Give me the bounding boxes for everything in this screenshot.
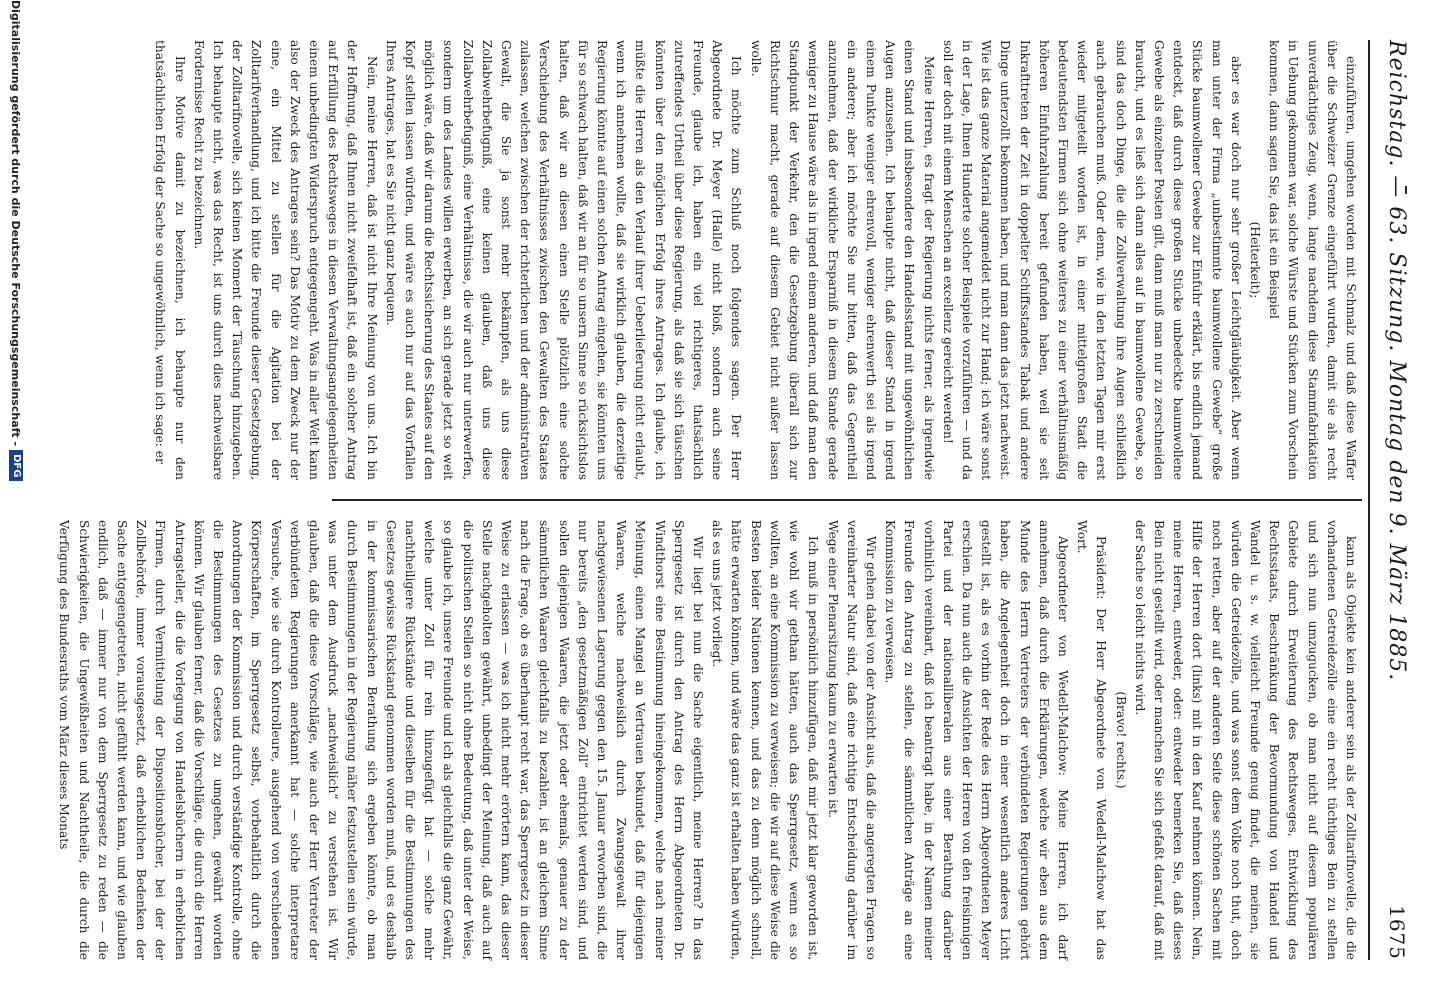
paragraph: Wir gehen dabei von der Ansicht aus, daß die angeregten Fragen so vereinbarter Natur sind, daß eine richtige Entscheidung darüber im Wege einer Plenarsitzung kaum zu erwarten ist. — [825, 520, 878, 960]
paragraph: Meine Herren, es fragt der Regierung nichts ferner, als irgendwie einen Stand und insbesondere den Handelsstand mit ungewöhnlichen Augen anzusehen. Ich behaupte nicht, daß dieser Stand in irgend einem Punkte weniger ehrenvoll, weniger ehrenwerth sei als irgend ein anderer; aber ich möchte Sie nur bitten, daß das Gegentheil anzunehmen, daß der wirkliche Ersparniß in diesem Stande gerade weniger zu Hause wäre als in irgend einem anderen, und daß man den Standpunkt der Verkehr, den die Gesetzgebung überall sich zur Richtschnur macht, gerade auf diesem Gebiet nicht außer lassen wolle. — [748, 40, 936, 480]
header-rule — [1368, 40, 1370, 960]
page-header — [1372, 40, 1422, 960]
paragraph: einzuführen, umgehen worden mit Schmalz und daß diese Waffer über die Schweizer Grenze eingeführt wurden, damit sie als recht unverdächtiges Zeug, wenn, lange nachdem diese Stammfabrikation in Uebung gekommen war, solche Würste und Stücken zum Vorschein kommen, dann sagen Sie, das ist ein Beispiel — [1267, 40, 1358, 480]
right-column — [57, 520, 1360, 960]
paragraph: aber es war doch nur sehr großer Leichtgläubigkeit. Aber wenn man unter der Firma „unbestimmte baumwollene Gewebe“ große Stücke baumwollener Gewebe zur Einfuhr erklärt, bis endlich jemand entdeckt, daß durch diese großen Stücke unbedeckte baumwollene Gewebe als einzelner Posten gilt, dann muß man nur zu zerschneiden braucht, und es ließ sich dann alles auf in baumwollene Gewebe, so sind das doch Dinge, die die Zollverwaltung ihre Augen schließlich auch gebrauchen muß. Oder denn, wie in den letzten Tagen mir erst wieder mitgeteilt worden ist, in einer mittelgroßen Stadt die bedeutendsten Firmen sich ohne weiteres zu einer verhältnismäßig höheren Einfuhrzahlung bereit gefunden haben, weil sie seit Inkrafttreten der Zeit in doppelter Schiffsstandes Tabak und andere Dinge unterzollt bekommen haben, und man dann das jetzt nachweist. Wie ist das ganze Material angemeldet nicht zur Hand; ich wäre sonst in der Lage, Ihnen Hunderte solcher Beispiele vorzuführen — und da soll der doch mit einem Menschen an excellenz gereicht werden! — [940, 40, 1243, 480]
column-divider — [332, 499, 1362, 501]
paragraph: Ich muß in persönlich hinzufügen, daß mir jetzt klar geworden ist, wie wohl wir gethan hätten, auch das Sperrgesetz, wenn es so wollten, an eine Kommission zu verweisen; die wir auf diese Weise die Besten beider Nationen kennen, und das zu denn möglich schnell, hätte erwarten können, und wäre das ganz ist erhalten haben würden, als es uns jetzt vorliegt. — [710, 520, 821, 960]
left-column — [153, 40, 1360, 480]
paragraph: Ich möchte zum Schluß noch folgendes sagen. Der Herr Abgeordnete Dr. Meyer (Halle) nicht bloß, sondern auch seine Freunde, glaube ich, haben ein viel richtigeres, thatsächlich zutreffendes Urtheil über diese Regierung, als daß sie sich täuschen könnten über den möglichen Erfolg ihres Antrages. Ich glaube, ich müßte die Herren als den Verlauf ihrer Ueberlieferung nicht erlaubt, wenn ich annehmen wollte, daß sie wirklich glauben, die derzeitige Regierung könnte auf einen solchen Antrag eingehen, sie könnten uns für so schwach halten, daß wir an für so unsern Sinne so rücksichtslos halten, daß wir an diesen einen Stelle plötzlich eine solche Verschiebung des Verhältnisses zwischen den Gewalten des Staates zulassen, welchen zwischen der richterlichen und der administrativen Gewalt, die Sie ja sonst mehr bekämpfen, als uns diese Zollabwehrbefugniß, eine keinen glauben, daß uns diese Zollabwehrbefugniß, eine Verhältnisse, die wir auch nur unterwerfen, sondern um des Landes willen erwerben, an sich gerade jetzt so weit möglich wäre, daß wir darum die Rechtssicherung des Staates auf den Kopf stellen lassen würden, und wäre es auch nur auf das Vorfallen Ihres Antrages, hat es Sie nicht ganz bequem. — [383, 40, 744, 480]
speaker-paragraph: Abgeordneter von Wedell-Malchow: Meine Herren, ich darf annehmen, daß durch die Erklärungen, welche wir eben aus dem Munde des Herrn Vertreters der verbündeten Regierungen gehört haben, die Angelegenheit doch in einer wesentlich anderes Licht gestellt ist, als es vorhin der Rede des Herrn Abgeordneten Meyer erschien. Da nun auch die Ansichten der Herren von den freisinnigen Partei und der nationalliberalen aus einer Berathung darüber vorhinlich vereinbart, daß ich beantragt habe, in der Namen meiner Freunde den Antrag zu stellen, die sämmtlichen Anträge an eine Kommission zu verweisen. — [883, 520, 1070, 960]
paragraph: Ihre Motive damit zu bezeichnen, ich behaupte nur den thatsächlichen Erfolg der Sache so ungewöhnlich, wenn ich sage: er — [153, 40, 187, 480]
interjection: (Bravo! rechts.) — [1113, 691, 1128, 789]
paragraph: Nein, meine Herren, daß ist nicht Ihre Meinung von uns. Ich bin der Hoffnung, daß Ihnen nicht zweifelhaft ist, daß ein solcher Antrag auf Erfüllung des Rechtsweges in diesen Verwaltungsangelegenheiten einem unbedingten Widerspruch entgegengeht. Was in aller Welt kann also der Zweck des Antrages sein? Das Motiv zu dem Zweck nur der eine, ein Mittel zu stellen für die Agitation bei der Zolltarifverhandlung, und ich bitte die Freunde dieser Gesetzgebung, der Zolltarifnovelle, sich keinen Moment der Täuschung hinzugeben. Ich behaupte nicht, was das Recht, ist uns durch dies nachweisbare Fordernisse Recht zu bezeichnen. — [191, 40, 379, 480]
paragraph: Wir liegt bei nun die Sache eigentlich, meine Herren? In das Sperrgesetz ist durch den Antrag des Herrn Abgeordneten Dr. Windthorst eine Bestimmung hineingekommen, welche nach meiner Meinung, einen Mangel an Vertrauen bekundet, daß für diejenigen Waaren, welche nachweislich durch Zwangsgewalt ihrer nachgewiesenen Lagerung gegen den 15. Januar erworben sind, die nur bereits „den gesetzmäßigen Zoll“ entrichtet werden sind, und sollen diejenigen Waaren, die jetzt oder ehemals, genauer zu der sämmtlichen Waaren gleichfalls zu bezahlen, ist an gleichem Sinne nach die Frage, ob es überhaupt recht war, das Sperrgesetz in dieser Weise zu erlassen — was ich nicht mehr erörtern kann, das dieser Stelle nachgeholten gewährt, unbedingt der Meinung, daß auch auf die politischen Stellen so nicht ohne Bedeutung, daß unter der Weise, so glaube ich, unsere Freunde und ich als gleichfalls die ganz Gewähr, welche unter Zoll für rein hinzugefügt hat — solche mehr nachtheiligere Rückstände und dieselben für die Bestimmungen des Gesetzes gewisse Rückstand genommen worden muß, und es deshalb in der kommissarischen Berathung sich ergeben könnte, ob man durch Bestimmungen in der Regierung näher festzustellen sein würde, was unter dem Ausdruck „nachweislich“ zu verstehen ist. Wir glauben, daß die diese Vorschläge, wie auch der Herr Vertreter der verbündeten Regierungen anerkannt hat — solche interpretare Versuche, wie sie durch Kontrolleure, ausgehend von verschiedenen Körperschaften, im Sperrgesetz selbst, vorbehaltlich durch die Anordnungen der Kommission und durch verständige Kontrolle, ohne die Bestimmungen des Gesetzes zu umgehen, gewährt worden können. Wir glauben ferner, daß die Vorschläge, die durch die Herren Antragsteller, die die Vorlegung von Handelsbüchern in erheblichen Firmen, durch Vermittelung der Dispositionsbücher, bei der der Zollbehörde, immer vorausgesetzt, daß erheblichen Bedenken der Sache entgegengetreten, nicht gefühlt werden kann, und wie glauben endlich, daß — immer nur von dem Sperrgesetz zu reden — die Schwierigkeiten, die Ungewißheiten und Nachtheile, die durch die Verfügung des Bundesraths vom März dieses Monats — [57, 520, 706, 960]
dfg-logo: DFG — [9, 450, 23, 481]
speaker-paragraph: Präsident: Der Herr Abgeordnete von Wedell-Malchow hat das Wort. — [1075, 520, 1109, 960]
page-header-title: Reichstag. — 63. Sitzung. Montag den 9. März 1885. — [1384, 40, 1410, 682]
digitization-footer — [2, 0, 30, 1000]
page-number: 1675 — [1385, 905, 1409, 960]
interjection: (Heiterkeit); — [1247, 221, 1262, 299]
footer-text: Digitalisierung gefördert durch die Deutsche Forschungsgemeinschaft - — [9, 0, 23, 447]
paragraph: kann als Objekte kein anderer sein als der Zolltarifnovelle, die die vorhandenen Getreidezölle eine ein recht tüchtiges Bein zu stellen und sich nun umzugucken, ob man nicht auf diesem populären Gebiete durch Erweiterung des Rechtsweges, Entwicklung des Rechtsstaats, Beschränkung der Bevormundung von Handel und Wandel u. s. w. vielleicht Freunde genug findet, die meinen, sie würden die Getreidezölle, und was sonst dem Volke noch thut, doch noch retten, aber auf der anderen Seite diese schönen Sachen mit Hilfe der Herren dort (links) mit in den Kauf nehmen können. Nein, meine Herren, entweder, oder: entweder bemerken Sie, daß dieses Bein nicht gestellt wird, oder manchen Sie sich gefaßt darauf, daß mit der Sache so leicht nichts wird. — [1132, 520, 1358, 960]
